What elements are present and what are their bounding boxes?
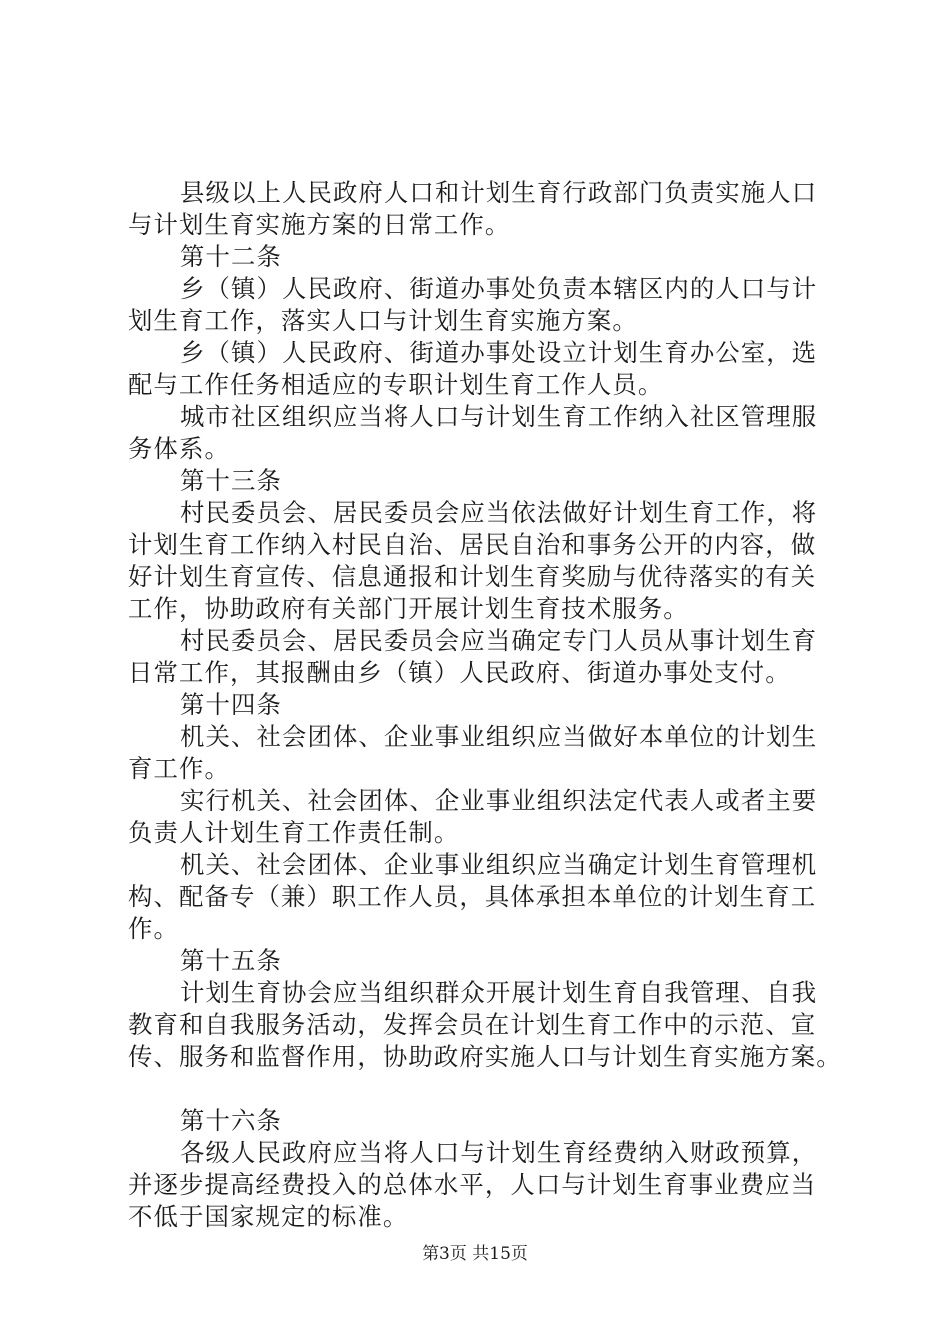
- paragraph-line: 机关、社会团体、企业事业组织应当做好本单位的计划生: [180, 722, 818, 751]
- paragraph-line: 与计划生育实施方案的日常工作。: [128, 210, 511, 239]
- paragraph-line: 务体系。: [128, 434, 230, 463]
- paragraph-line: 配与工作任务相适应的专职计划生育工作人员。: [128, 370, 664, 399]
- article-heading: 第十六条: [180, 1106, 282, 1135]
- paragraph-line: 育工作。: [128, 754, 230, 783]
- paragraph-line: 村民委员会、居民委员会应当确定专门人员从事计划生育: [180, 626, 818, 655]
- paragraph-line: 计划生育工作纳入村民自治、居民自治和事务公开的内容，做: [128, 530, 817, 559]
- paragraph-line: 工作，协助政府有关部门开展计划生育技术服务。: [128, 594, 689, 623]
- paragraph-line: 作。: [128, 914, 179, 943]
- paragraph-line: 负责人计划生育工作责任制。: [128, 818, 460, 847]
- paragraph-line: 不低于国家规定的标准。: [128, 1202, 409, 1231]
- paragraph-line: 教育和自我服务活动，发挥会员在计划生育工作中的示范、宣: [128, 1010, 817, 1039]
- article-heading: 第十五条: [180, 946, 282, 975]
- paragraph-line: 构、配备专（兼）职工作人员，具体承担本单位的计划生育工: [128, 882, 817, 911]
- paragraph-line: 传、服务和监督作用，协助政府实施人口与计划生育实施方案。: [128, 1042, 842, 1071]
- paragraph-line: 日常工作，其报酬由乡（镇）人民政府、街道办事处支付。: [128, 658, 791, 687]
- paragraph-line: 好计划生育宣传、信息通报和计划生育奖励与优待落实的有关: [128, 562, 817, 591]
- paragraph-line: 并逐步提高经费投入的总体水平，人口与计划生育事业费应当: [128, 1170, 817, 1199]
- article-heading: 第十四条: [180, 690, 282, 719]
- article-heading: 第十三条: [180, 466, 282, 495]
- paragraph-line: 划生育工作，落实人口与计划生育实施方案。: [128, 306, 638, 335]
- paragraph-line: 各级人民政府应当将人口与计划生育经费纳入财政预算，: [180, 1138, 818, 1167]
- paragraph-line: 村民委员会、居民委员会应当依法做好计划生育工作，将: [180, 498, 818, 527]
- paragraph-line: 城市社区组织应当将人口与计划生育工作纳入社区管理服: [180, 402, 818, 431]
- paragraph-line: 县级以上人民政府人口和计划生育行政部门负责实施人口: [180, 178, 818, 207]
- paragraph-line: 乡（镇）人民政府、街道办事处负责本辖区内的人口与计: [180, 274, 818, 303]
- page-number-footer: 第3页 共15页: [422, 1244, 528, 1264]
- document-body: [128, 177, 842, 1233]
- paragraph-line: 机关、社会团体、企业事业组织应当确定计划生育管理机: [180, 850, 818, 879]
- article-heading: 第十二条: [180, 242, 282, 271]
- paragraph-line: 实行机关、社会团体、企业事业组织法定代表人或者主要: [180, 786, 818, 815]
- paragraph-line: 计划生育协会应当组织群众开展计划生育自我管理、自我: [180, 978, 818, 1007]
- paragraph-line: 乡（镇）人民政府、街道办事处设立计划生育办公室，选: [180, 338, 818, 367]
